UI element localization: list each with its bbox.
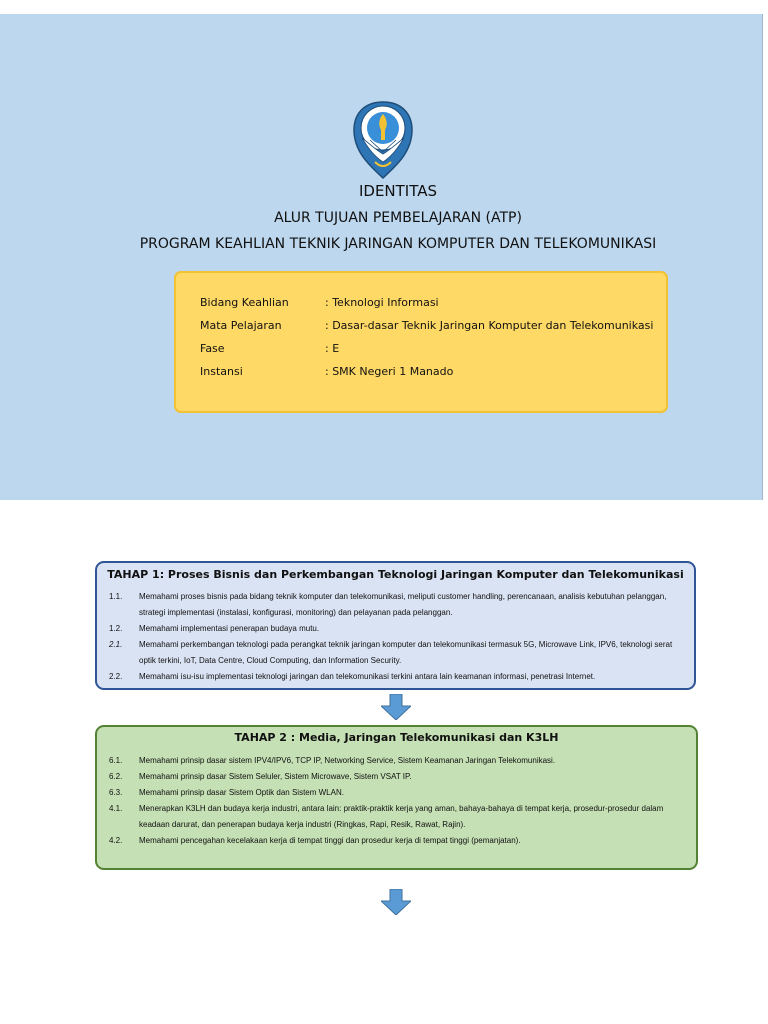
identity-value: : SMK Negeri 1 Manado [325, 365, 454, 378]
stage-1-title: TAHAP 1: Proses Bisnis dan Perkembangan Teknologi Jaringan Komputer dan Telekomunikasi [107, 568, 684, 581]
item-text: Memahami implementasi penerapan budaya mutu. [139, 624, 320, 633]
list-item [109, 785, 688, 801]
identity-label: Fase [200, 342, 225, 355]
cover-section [0, 14, 763, 500]
identity-value: : Teknologi Informasi [325, 296, 439, 309]
arrow-down-icon [381, 889, 411, 915]
item-number: 1.2. [109, 624, 123, 633]
page-title: IDENTITAS [358, 182, 438, 200]
list-item [109, 589, 686, 621]
item-text: Memahami prinsip dasar Sistem Optik dan Sistem WLAN. [139, 788, 344, 797]
item-text: Memahami proses bisnis pada bidang teknik komputer dan telekomunikasi, meliputi customer handling, perencanaan, analisis kebutuhan pelanggan, strategi implementasi (instalasi, konfigurasi, monitoring) dan pelayanan pada pelanggan. [139, 592, 667, 617]
item-number: 4.2. [109, 836, 123, 845]
list-item [109, 621, 686, 637]
item-number: 4.1. [109, 804, 123, 813]
identity-label: Instansi [200, 365, 243, 378]
page-subtitle: ALUR TUJUAN PEMBELAJARAN (ATP) [274, 210, 522, 226]
list-item [109, 753, 688, 769]
item-number: 2.2. [109, 672, 123, 681]
list-item [109, 769, 688, 785]
identity-value: : E [325, 342, 340, 355]
item-number: 6.2. [109, 772, 123, 781]
item-text: Memahami prinsip dasar sistem IPV4/IPV6, TCP IP, Networking Service, Sistem Keamanan Jaringan Telekomunikasi. [139, 756, 556, 765]
identity-label: Mata Pelajaran [200, 319, 282, 332]
item-text: Memahami perkembangan teknologi pada perangkat teknik jaringan komputer dan telekomunikasi termasuk 5G, Microwave Link, IPV6, teknologi serat optik terkini, IoT, Data Centre, Cloud Computing, dan Information Security. [139, 640, 673, 665]
item-number: 6.3. [109, 788, 123, 797]
stage-2-list [109, 753, 688, 849]
item-text: Memahami isu-isu implementasi teknologi jaringan dan telekomunikasi terkini antara lain keamanan informasi, penetrasi Internet. [139, 672, 596, 681]
identity-label: Bidang Keahlian [200, 296, 289, 309]
item-text: Menerapkan K3LH dan budaya kerja industri, antara lain: praktik-praktik kerja yang aman, bahaya-bahaya di tempat kerja, prosedur-prosedur dalam keadaan darurat, dan penerapan budaya kerja industri (Ringkas, Rapi, Resik, Rawat, Rajin). [139, 804, 664, 829]
identity-box [174, 271, 668, 413]
stage-1-list [109, 589, 686, 685]
list-item [109, 637, 686, 669]
program-title: PROGRAM KEAHLIAN TEKNIK JARINGAN KOMPUTER DAN TELEKOMUNIKASI [139, 236, 657, 252]
list-item [109, 833, 688, 849]
tut-wuri-handayani-logo [352, 100, 414, 180]
item-number: 2.1. [109, 640, 123, 649]
item-text: Memahami prinsip dasar Sistem Seluler, Sistem Microwave, Sistem VSAT IP. [139, 772, 412, 781]
item-text: Memahami pencegahan kecelakaan kerja di tempat tinggi dan prosedur kerja di tempat tinggi (pemanjatan). [139, 836, 521, 845]
list-item [109, 669, 686, 685]
stage-2-title: TAHAP 2 : Media, Jaringan Telekomunikasi dan K3LH [234, 731, 559, 744]
identity-value: : Dasar-dasar Teknik Jaringan Komputer dan Telekomunikasi [325, 319, 654, 332]
item-number: 6.1. [109, 756, 123, 765]
item-number: 1.1. [109, 592, 123, 601]
list-item [109, 801, 688, 833]
stage-1-box [95, 561, 696, 690]
stage-2-box [95, 725, 698, 870]
arrow-down-icon [381, 694, 411, 720]
